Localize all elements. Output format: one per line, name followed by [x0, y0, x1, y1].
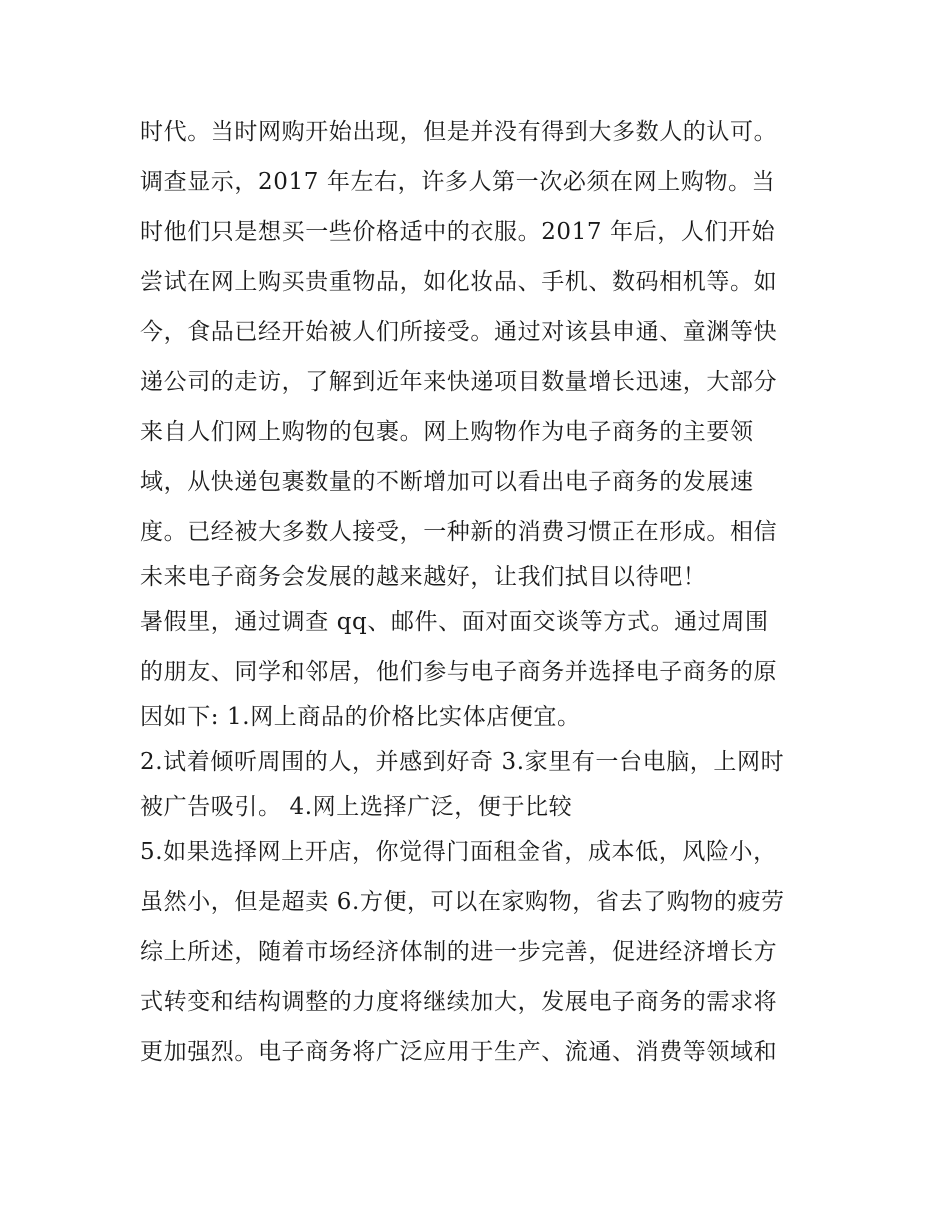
- text-line: 尝试在网上购买贵重物品，如化妆品、手机、数码相机等。如: [140, 269, 778, 295]
- text-line: 综上所述，随着市场经济体制的进一步完善，促进经济增长方: [140, 939, 778, 965]
- body-text: [140, 107, 820, 1077]
- text-line: 被广告吸引。 4.网上选择广泛，便于比较: [140, 794, 573, 820]
- text-line: 式转变和结构调整的力度将继续加大，发展电子商务的需求将: [140, 989, 778, 1015]
- text-line: 来自人们网上购物的包裹。网上购物作为电子商务的主要领: [140, 419, 754, 445]
- text-line: 5.如果选择网上开店，你觉得门面租金省，成本低，风险小，: [140, 839, 777, 865]
- text-line: 虽然小，但是超卖 6.方便，可以在家购物，省去了购物的疲劳: [140, 889, 785, 915]
- text-line: 时他们只是想买一些价格适中的衣服。2017 年后，人们开始: [140, 219, 776, 245]
- text-line: 的朋友、同学和邻居，他们参与电子商务并选择电子商务的原: [140, 659, 778, 685]
- text-line: 未来电子商务会发展的越来越好，让我们拭目以待吧！: [140, 564, 707, 590]
- text-line: 今，食品已经开始被人们所接受。通过对该县申通、童渊等快: [140, 319, 778, 345]
- text-line: 因如下: 1.网上商品的价格比实体店便宜。: [140, 704, 581, 730]
- text-line: 暑假里，通过调查 qq、邮件、面对面交谈等方式。通过周围: [140, 609, 769, 635]
- text-line: 调查显示，2017 年左右，许多人第一次必须在网上购物。当: [140, 169, 776, 195]
- text-line: 递公司的走访，了解到近年来快递项目数量增长迅速，大部分: [140, 369, 778, 395]
- text-line: 更加强烈。电子商务将广泛应用于生产、流通、消费等领域和: [140, 1039, 778, 1065]
- text-line: 2.试着倾听周围的人，并感到好奇 3.家里有一台电脑，上网时: [140, 749, 785, 775]
- text-line: 度。已经被大多数人接受，一种新的消费习惯正在形成。相信: [140, 519, 778, 545]
- text-line: 域，从快递包裹数量的不断增加可以看出电子商务的发展速: [140, 469, 754, 495]
- text-line: 时代。当时网购开始出现，但是并没有得到大多数人的认可。: [140, 119, 778, 145]
